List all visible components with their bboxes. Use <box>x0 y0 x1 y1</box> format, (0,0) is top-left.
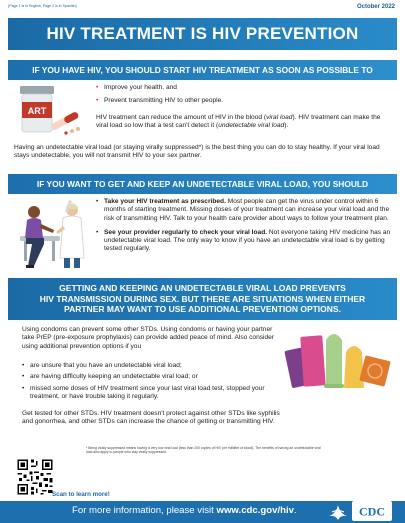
banner-line: GETTING AND KEEPING AN UNDETECTABLE VIRAL LOAD PREVENTS <box>59 283 346 293</box>
viral-load-paragraph: HIV treatment can reduce the amount of HIV in the blood (viral load). HIV treatment can make the viral load so low that a test can't detect it (undetectable viral load). <box>96 114 381 130</box>
hhs-eagle-icon <box>326 500 350 522</box>
prevention-banner <box>8 278 397 320</box>
patient-doctor-illustration <box>14 196 94 272</box>
cdc-logo-mark <box>353 503 391 519</box>
header-meta <box>8 4 397 14</box>
publication-date: October 2022 <box>356 4 395 10</box>
condoms-paragraph: Using condoms can prevent some other STDs. Using condoms or having your partner take PrEP (pre-exposure prophylaxis) can provide added peace of mind. Also consider using additional prevention options if you <box>22 326 275 350</box>
list-item: • are unsure that you have an undetectable viral load; <box>22 362 284 370</box>
cdc-logo <box>352 501 392 521</box>
footer-text: For more information, please visit www.cdc.gov/hiv. <box>72 505 297 516</box>
undetectable-paragraph: Having an undetectable viral load (or staying virally suppressed*) is the best thing you can do to stay healthy. If your viral load stays undetectable, you will not transmit HIV to your sex partner. <box>14 144 380 160</box>
list-item: • Improve your health, and <box>96 84 386 92</box>
scan-link[interactable]: Scan to learn more! <box>52 491 110 498</box>
list-item: • See your provider regularly to check your viral load. Not everyone taking HIV medicine has an undetectable viral load. The only way to know if you have an undetectable viral load is by getting tested regularly. <box>96 229 392 254</box>
list-item: • missed some doses of HIV treatment since your last viral load test, stopped your treatment, or have trouble taking it regularly. <box>22 385 284 402</box>
list-item: • Take your HIV treatment as prescribed. Most people can get the virus under control within 6 months of starting treatment. Missing doses of your treatment can increase your viral load and the risk of transmitting HIV. Talk to your health care provider about ways to follow your treatment plan. <box>96 198 392 223</box>
section2-heading: IF YOU WANT TO GET AND KEEP AN UNDETECTABLE VIRAL LOAD, YOU SHOULD <box>8 174 397 194</box>
footnote: * Being virally suppressed means having a very low viral load (less than 200 copies of HIV per milliliter of blood). The benefits of having an undetectable viral load also apply to people who stay virally suppressed. <box>86 446 321 455</box>
cdc-url-link[interactable]: www.cdc.gov/hiv <box>216 505 294 516</box>
prevention-options-list <box>22 362 284 404</box>
svg-text:CDC: CDC <box>359 504 385 519</box>
section1-heading: IF YOU HAVE HIV, YOU SHOULD START HIV TREATMENT AS SOON AS POSSIBLE TO <box>8 60 397 80</box>
viral-load-actions-list <box>96 198 392 260</box>
qr-code[interactable] <box>16 458 54 496</box>
list-item: • are having difficulty keeping an undetectable viral load; or <box>22 373 284 381</box>
benefits-list <box>96 84 386 111</box>
page-title: HIV TREATMENT IS HIV PREVENTION <box>8 18 397 50</box>
art-pill-bottle-illustration <box>14 84 84 136</box>
language-note: (Page 1 is in English, Page 2 is in Spanish) <box>8 4 77 8</box>
banner-line: HIV TRANSMISSION DURING SEX. BUT THERE ARE SITUATIONS WHEN EITHER <box>39 293 366 304</box>
std-paragraph: Get tested for other STDs. HIV treatment doesn't protect against other STDs like syphilis and gonorrhea, and other STDs can increase the chance of getting or transmitting HIV. <box>22 410 280 426</box>
condoms-illustration <box>284 326 394 400</box>
list-item: • Prevent transmitting HIV to other people. <box>96 97 386 105</box>
banner-line: PARTNER MAY WANT TO USE ADDITIONAL PREVENTION OPTIONS. <box>64 304 341 314</box>
art-label: ART <box>27 106 47 116</box>
